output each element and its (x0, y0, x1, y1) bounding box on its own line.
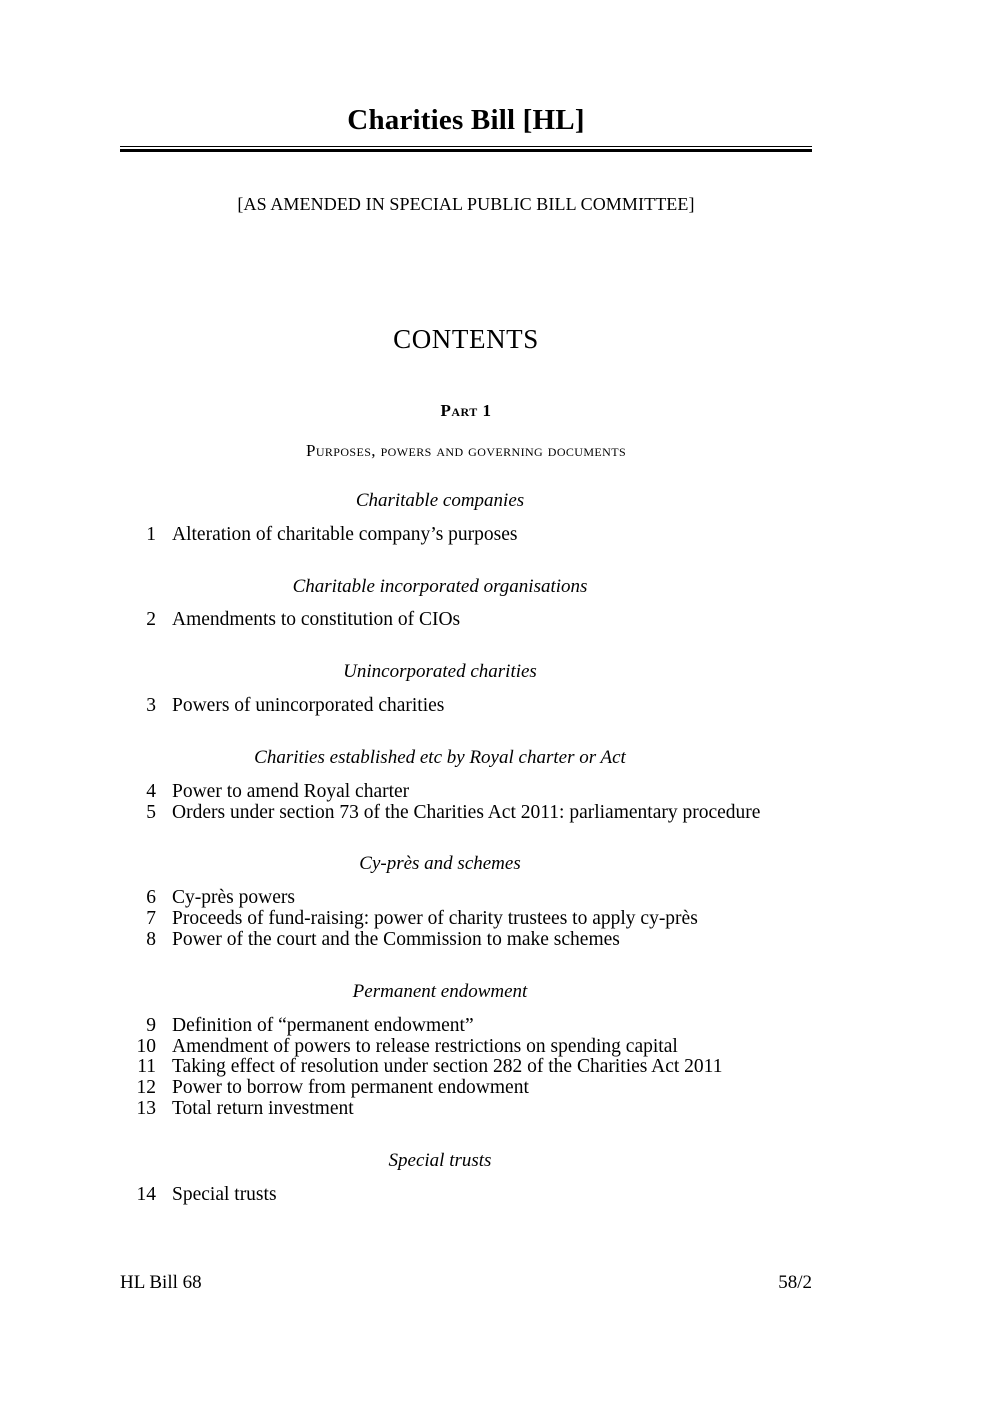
toc-group-title: Charitable incorporated organisations (292, 575, 588, 597)
toc-group (120, 747, 820, 824)
toc-entry-text: Amendments to constitution of CIOs (172, 609, 461, 631)
page-footer (120, 1272, 812, 1294)
toc-entry[interactable] (120, 930, 820, 951)
toc-entry-text: Definition of “permanent endowment” (172, 1014, 474, 1036)
toc-entry-number: 5 (146, 801, 156, 823)
page-title: Charities Bill [HL] (347, 104, 585, 136)
toc-entry-number: 4 (146, 780, 156, 802)
contents-heading: CONTENTS (393, 324, 539, 354)
toc-entry[interactable] (120, 803, 820, 824)
toc-entry[interactable] (120, 696, 820, 717)
title-block (120, 104, 812, 152)
toc-entry[interactable] (120, 888, 820, 909)
toc-group (120, 576, 820, 632)
toc-entry-number: 2 (146, 609, 156, 631)
toc-entry-number: 3 (146, 695, 156, 717)
table-of-contents (120, 490, 820, 1206)
title-double-rule (120, 146, 812, 152)
amendment-note: [AS AMENDED IN SPECIAL PUBLIC BILL COMMITTEE] (237, 194, 695, 214)
toc-group-title: Special trusts (388, 1149, 492, 1171)
toc-group-title: Charities established etc by Royal charter or Act (254, 746, 626, 768)
toc-entry-text: Total return investment (172, 1098, 354, 1120)
toc-group-title: Unincorporated charities (343, 661, 537, 683)
toc-entry-number: 8 (146, 929, 156, 950)
toc-entry[interactable] (120, 1078, 820, 1099)
toc-entry[interactable] (120, 1037, 820, 1058)
toc-entry-number: 12 (136, 1077, 156, 1099)
toc-entry[interactable] (120, 1099, 820, 1120)
toc-group (120, 853, 820, 950)
toc-entry-text: Proceeds of fund-raising: power of charity trustees to apply cy-près (172, 908, 698, 930)
toc-group (120, 490, 820, 546)
toc-group-title: Charitable companies (355, 490, 525, 511)
toc-entry[interactable] (120, 610, 820, 631)
toc-entry-number: 9 (146, 1014, 156, 1036)
toc-entry-text: Special trusts (172, 1183, 277, 1205)
toc-entry-text: Cy-près powers (172, 887, 295, 909)
toc-entry-number: 11 (137, 1056, 156, 1078)
toc-entry-text: Alteration of charitable company’s purposes (172, 523, 518, 545)
part-heading-block (120, 400, 812, 462)
toc-entry[interactable] (120, 1057, 820, 1078)
toc-group (120, 1150, 820, 1206)
toc-entry-number: 10 (136, 1035, 156, 1057)
toc-entry-text: Orders under section 73 of the Charities Act 2011: parliamentary procedure (172, 801, 761, 823)
toc-group (120, 661, 820, 717)
toc-entry-text: Power to amend Royal charter (172, 780, 410, 802)
toc-entry[interactable] (120, 909, 820, 930)
toc-entry[interactable] (120, 782, 820, 803)
toc-group-title: Permanent endowment (352, 980, 528, 1002)
rule-thick (120, 149, 812, 152)
toc-entry-number: 1 (146, 523, 156, 545)
toc-entry-text: Taking effect of resolution under section 282 of the Charities Act 2011 (172, 1056, 723, 1078)
toc-entry-text: Amendment of powers to release restrictions on spending capital (172, 1035, 678, 1057)
toc-entry[interactable] (120, 525, 820, 546)
toc-entry-text: Power of the court and the Commission to make schemes (172, 929, 620, 950)
toc-entry-number: 13 (136, 1098, 156, 1120)
toc-entry-number: 6 (146, 887, 156, 909)
toc-entry[interactable] (120, 1185, 820, 1206)
toc-group (120, 981, 820, 1120)
part-subtitle: Purposes, powers and governing documents (305, 441, 627, 461)
toc-entry-text: Powers of unincorporated charities (172, 695, 445, 717)
toc-entry-number: 14 (136, 1183, 156, 1205)
toc-entry[interactable] (120, 1016, 820, 1037)
footer-bill-reference: HL Bill 68 (120, 1272, 202, 1293)
footer-page-reference: 58/2 (778, 1272, 812, 1293)
toc-entry-number: 7 (146, 908, 156, 930)
toc-entry-text: Power to borrow from permanent endowment (172, 1077, 529, 1099)
toc-group-title: Cy-près and schemes (359, 853, 521, 875)
part-label: Part 1 (440, 401, 492, 420)
